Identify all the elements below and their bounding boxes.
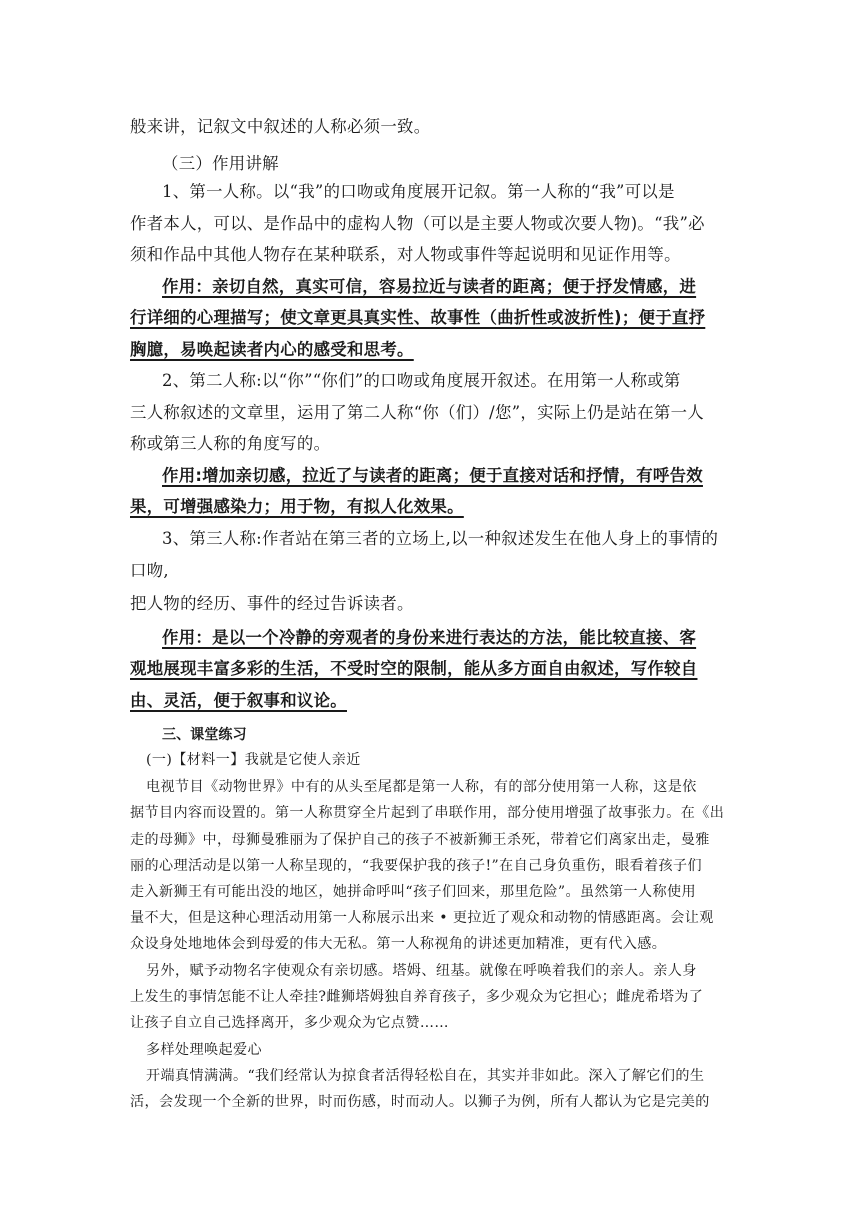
material-heading: (一)【材料一】我就是它使人亲近 [146,752,361,768]
emphasis-line: 果，可增强感染力；用于物，有拟人化效果。 [130,497,464,516]
text-line: 上发生的事情怎能不让人牵挂?雌狮塔姆独自养育孩子，多少观众为它担心；雌虎希塔为了 [130,989,704,1005]
emphasis-line: 作用：是以一个冷静的旁观者的身份来进行表达的方法，能比较直接、客 [162,628,697,647]
emphasis-line: 行详细的心理描写；使文章更具真实性、故事性（曲折性或波折性)；便于直抒 [130,308,706,327]
text-line: 1、第一人称。以“我”的口吻或角度展开记叙。第一人称的“我”可以是 [162,182,675,201]
text-line: 口吻, [130,561,169,580]
text-line: 3、第三人称:作者站在第三者的立场上,以一种叙述发生在他人身上的事情的 [162,529,719,548]
text-line: 让孩子自立自己选择离开，多少观众为它点赞…… [130,1015,449,1031]
text-line: 走入新狮王有可能出没的地区，她拼命呼叫“孩子们回来，那里危险”。虽然第一人称使用 [130,884,696,900]
text-line: 丽的心理活动是以第一人称呈现的，“我要保护我的孩子!”在自己身负重伤，眼看着孩子们 [130,858,703,874]
emphasis-line: 作用:增加亲切感，拉近了与读者的距离；便于直接对话和抒情，有呼告效 [162,466,703,485]
emphasis-line: 作用：亲切自然，真实可信，容易拉近与读者的距离；便于抒发情感，进 [162,277,697,296]
emphasis-line: 由、灵活，便于叙事和议论。 [130,691,347,710]
text-line: 2、第二人称:以“你”“你们”的口吻或角度展开叙述。在用第一人称或第 [162,371,681,390]
text-line: 三人称叙述的文章里，运用了第二人称“你（们）/您”，实际上仍是站在第一人 [130,403,704,422]
text-line: 另外，赋予动物名字使观众有亲切感。塔姆、纽基。就像在呼唤着我们的亲人。亲人身 [146,963,697,979]
text-line: 作者本人，可以、是作品中的虚构人物（可以是主要人物或次要人物)。“我”必 [130,214,705,233]
subheading: 多样处理唤起爱心 [146,1042,262,1058]
text-line: 开端真情满满。“我们经常认为掠食者活得轻松自在，其实并非如此。深入了解它们的生 [146,1068,705,1084]
text-line: 走的母狮》中，母狮曼雅丽为了保护自己的孩子不被新狮王杀死，带着它们离家出走，曼雅 [130,832,710,848]
text-line: 众设身处地地体会到母爱的伟大无私。第一人称视角的讲述更加精准，更有代入感。 [130,936,667,952]
section-heading: 三、课堂练习 [162,727,247,743]
text-line: 活，会发现一个全新的世界，时而伤感，时而动人。以狮子为例，所有人都认为它是完美的 [130,1094,710,1110]
section-heading: （三）作用讲解 [162,154,279,173]
text-line: 据节目内容而设置的。第一人称贯穿全片起到了串联作用，部分使用增强了故事张力。在《出 [130,805,725,821]
emphasis-line: 观地展现丰富多彩的生活，不受时空的限制，能从多方面自由叙述，写作较自 [130,659,698,678]
text-line: 称或第三人称的角度写的。 [130,434,331,453]
text-line: 般来讲，记叙文中叙述的人称必须一致。 [130,117,431,136]
text-line: 须和作品中其他人物存在某种联系，对人物或事件等起说明和见证作用等。 [130,245,681,264]
emphasis-line: 胸臆，易唤起读者内心的感受和思考。 [130,340,414,359]
text-line: 量不大，但是这种心理活动用第一人称展示出来 • 更拉近了观众和动物的情感距离。会让观 [130,910,714,926]
text-line: 电视节目《动物世界》中有的从头至尾都是第一人称，有的部分使用第一人称，这是依 [146,779,697,795]
text-line: 把人物的经历、事件的经过告诉读者。 [130,594,414,613]
